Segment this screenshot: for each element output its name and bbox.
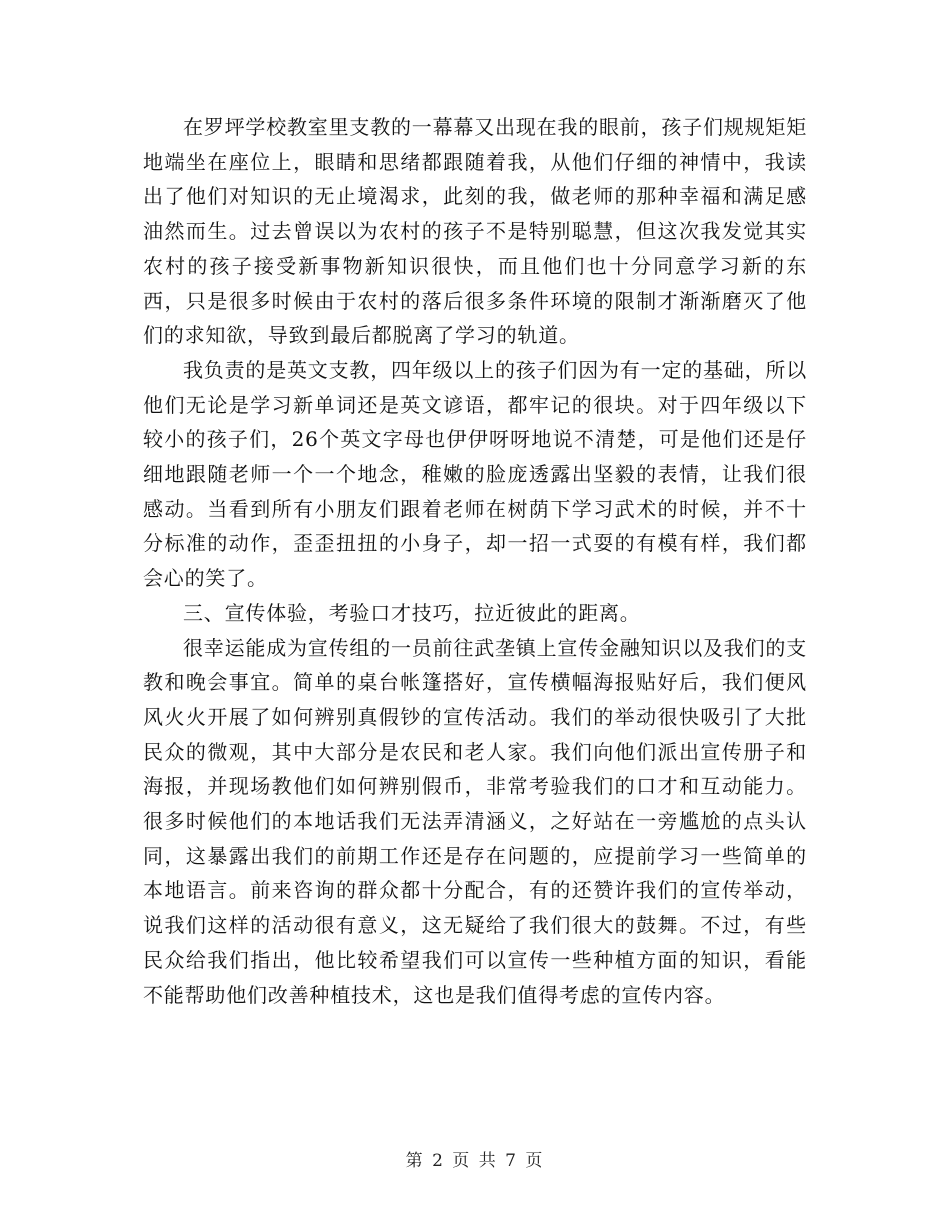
paragraph-english-teaching: 我负责的是英文支教，四年级以上的孩子们因为有一定的基础，所以他们无论是学习新单词还是英文谚语，都牢记的很块。对于四年级以下较小的孩子们，26个英文字母也伊伊呀呀地说不清楚，可是他们还是仔细地跟随老师一个一个地念，稚嫩的脸庞透露出坚毅的表情，让我们很感动。当看到所有小朋友们跟着老师在树荫下学习武术的时候，并不十分标准的动作，歪歪扭扭的小身子，却一招一式耍的有模有样，我们都会心的笑了。: [143, 357, 807, 591]
document-body: [143, 110, 807, 1012]
paragraph-publicity-experience: 很幸运能成为宣传组的一员前往武垄镇上宣传金融知识以及我们的支教和晚会事宜。简单的桌台帐篷搭好，宣传横幅海报贴好后，我们便风风火火开展了如何辨别真假钞的宣传活动。我们的举动很快吸引了大批民众的微观，其中大部分是农民和老人家。我们向他们派出宣传册子和海报，并现场教他们如何辨别假币，非常考验我们的口才和互动能力。很多时候他们的本地话我们无法弄清涵义，之好站在一旁尴尬的点头认同，这暴露出我们的前期工作还是存在问题的，应提前学习一些简单的本地语言。前来咨询的群众都十分配合，有的还赞许我们的宣传举动，说我们这样的活动很有意义，这无疑给了我们很大的鼓舞。不过，有些民众给我们指出，他比较希望我们可以宣传一些种植方面的知识，看能不能帮助他们改善种植技术，这也是我们值得考虑的宣传内容。: [143, 635, 807, 1007]
page-number-footer: 第 2 页 共 7 页: [405, 1151, 545, 1171]
paragraph-teaching-memory: 在罗坪学校教室里支教的一幕幕又出现在我的眼前，孩子们规规矩矩地端坐在座位上，眼睛和思绪都跟随着我，从他们仔细的神情中，我读出了他们对知识的无止境渴求，此刻的我，做老师的那种幸福和满足感油然而生。过去曾误以为农村的孩子不是特别聪慧，但这次我发觉其实农村的孩子接受新事物新知识很快，而且他们也十分同意学习新的东西，只是很多时候由于农村的落后很多条件环境的限制才渐渐磨灭了他们的求知欲，导致到最后都脱离了学习的轨道。: [143, 115, 807, 348]
section-heading-publicity: 三、宣传体验，考验口才技巧，拉近彼此的距离。: [183, 600, 641, 625]
